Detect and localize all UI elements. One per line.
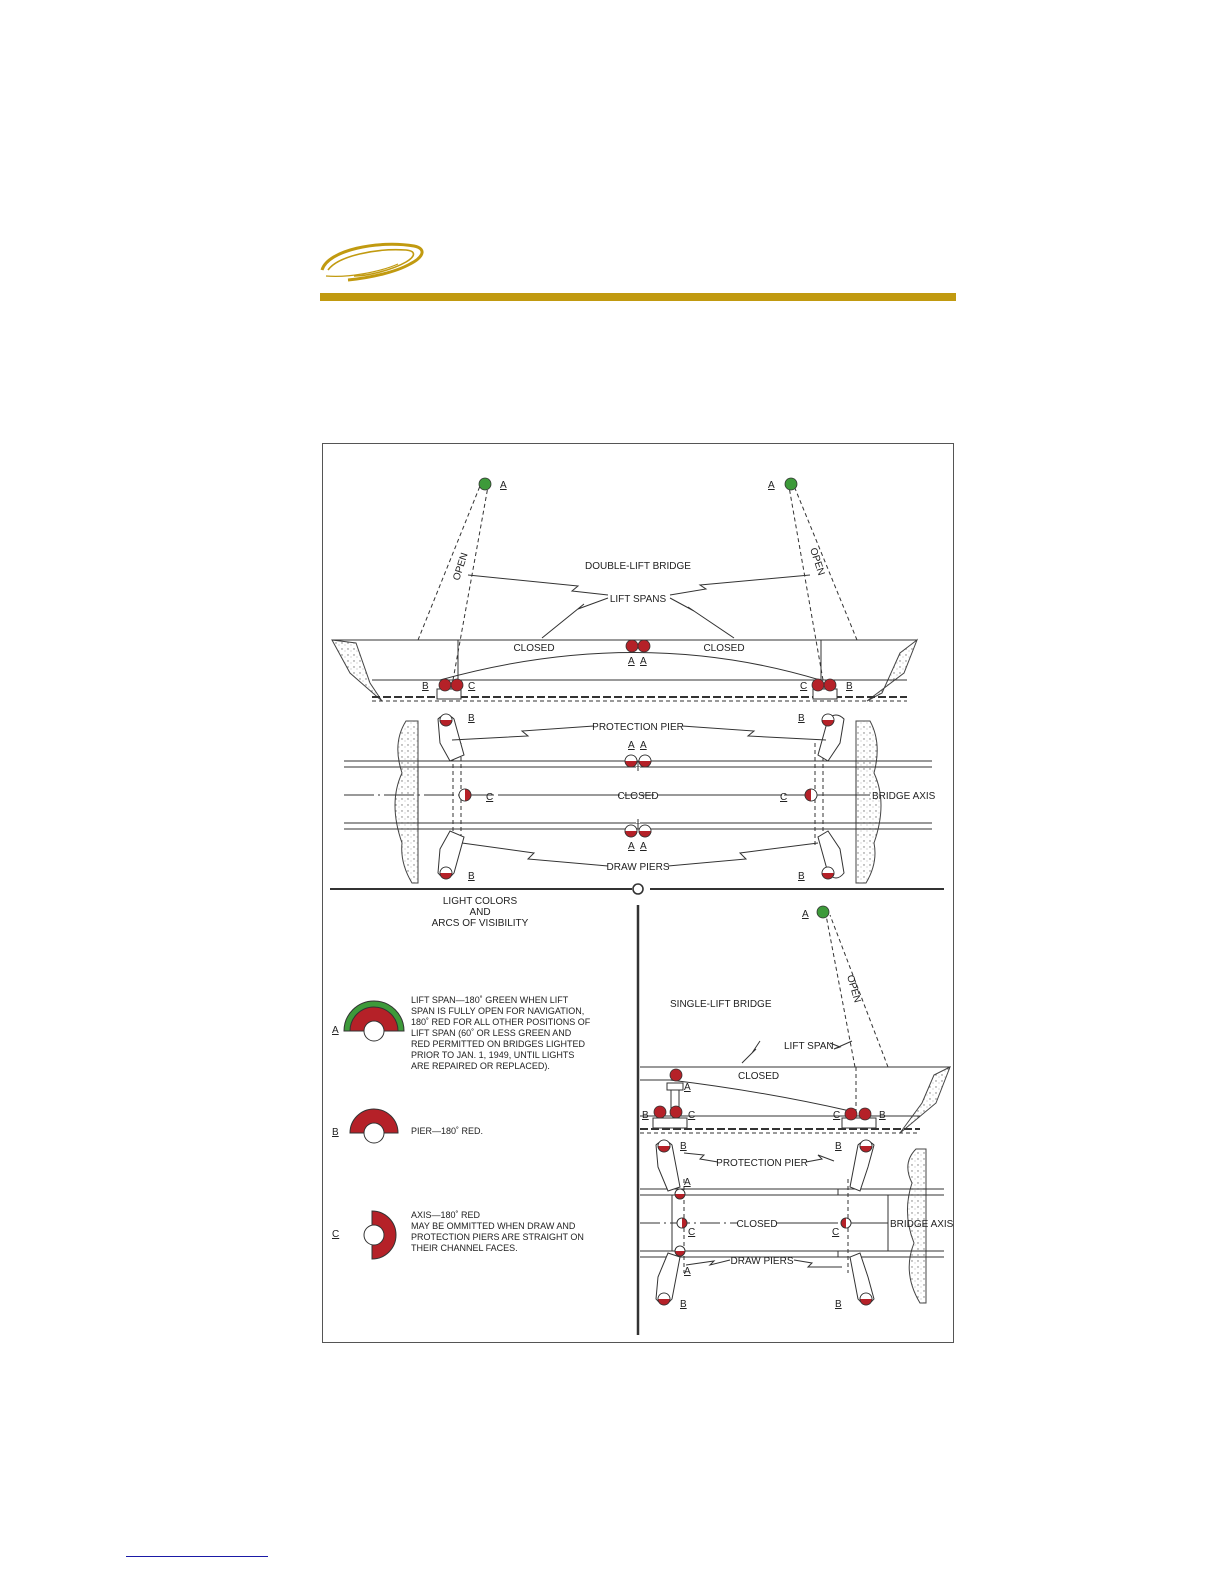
label-c: C	[780, 792, 788, 803]
closed-label: CLOSED	[736, 1219, 778, 1230]
half-red-light	[625, 755, 637, 767]
half-red-light	[639, 755, 651, 767]
label-c: C	[468, 681, 476, 692]
label-a: A	[640, 740, 647, 751]
half-red-light	[459, 789, 471, 801]
red-half-light	[675, 1251, 685, 1256]
half-red-light	[805, 789, 817, 801]
half-red-light	[675, 1246, 685, 1256]
half-red-light	[860, 1293, 872, 1305]
label-a: A	[628, 841, 635, 852]
legend-b-letter: B	[332, 1127, 339, 1138]
label-b: B	[798, 713, 805, 724]
label-c: C	[832, 1227, 840, 1238]
draw-piers-label: DRAW PIERS	[730, 1256, 794, 1267]
red-half-light	[860, 1299, 872, 1305]
bridge-axis-label: BRIDGE AXIS	[890, 1219, 954, 1230]
label-b: B	[642, 1110, 649, 1121]
pier-light-symbol	[350, 1109, 398, 1143]
red-half-light	[465, 789, 471, 801]
label-a: A	[684, 1082, 691, 1093]
closed-label: CLOSED	[703, 643, 745, 654]
brand-logo	[318, 236, 430, 284]
label-c: C	[486, 792, 494, 803]
half-red-light	[822, 867, 834, 879]
legend-title: ARCS OF VISIBILITY	[431, 918, 529, 929]
bridge-axis-label: BRIDGE AXIS	[872, 791, 936, 802]
lift-span-label: LIFT SPAN	[784, 1041, 834, 1052]
legend-title: AND	[469, 907, 491, 918]
single-lift-title: SINGLE-LIFT BRIDGE	[670, 999, 772, 1010]
half-red-light	[860, 1140, 872, 1152]
label-b: B	[680, 1141, 687, 1152]
label-b: B	[422, 681, 429, 692]
header-rule	[320, 293, 956, 301]
red-light	[451, 679, 463, 691]
label-a: A	[684, 1177, 691, 1188]
half-red-light	[658, 1140, 670, 1152]
label-a: A	[500, 480, 507, 491]
red-half-light	[625, 761, 637, 767]
protection-pier-label: PROTECTION PIER	[716, 1158, 808, 1169]
red-light	[626, 640, 638, 652]
red-half-light	[639, 831, 651, 837]
red-half-light	[625, 831, 637, 837]
legend-c-text: AXIS—180˚ RED MAY BE OMMITTED WHEN DRAW AND PROTECTION PIERS ARE STRAIGHT ON THEIR CHANNEL FACES.	[411, 1210, 584, 1253]
label-a: A	[640, 656, 647, 667]
legend	[332, 896, 593, 1259]
label-b: B	[680, 1299, 687, 1310]
open-label: OPEN	[807, 546, 827, 577]
label-b: B	[835, 1141, 842, 1152]
half-red-light	[440, 714, 452, 726]
legend-a-letter: A	[332, 1025, 339, 1036]
red-light	[670, 1069, 682, 1081]
red-light	[845, 1108, 857, 1120]
label-a: A	[628, 740, 635, 751]
label-b: B	[846, 681, 853, 692]
red-half-light	[682, 1218, 687, 1228]
red-half-light	[440, 873, 452, 879]
axis-light-symbol	[364, 1211, 396, 1259]
closed-center-label: CLOSED	[617, 791, 659, 802]
red-light	[812, 679, 824, 691]
footer-link-underline[interactable]	[126, 1556, 268, 1557]
lift-spans-label: LIFT SPANS	[609, 594, 667, 605]
half-red-light	[625, 825, 637, 837]
half-red-light	[639, 825, 651, 837]
half-red-light	[675, 1189, 685, 1199]
open-label: OPEN	[844, 973, 863, 1005]
bridge-lights-figure	[322, 443, 954, 1343]
red-light	[859, 1108, 871, 1120]
label-a: A	[640, 841, 647, 852]
green-light	[785, 478, 797, 490]
red-half-light	[639, 761, 651, 767]
double-lift-elevation	[332, 481, 917, 701]
legend-title: LIGHT COLORS	[442, 896, 518, 907]
half-red-light	[658, 1293, 670, 1305]
label-a: A	[684, 1266, 691, 1277]
label-c: C	[688, 1227, 696, 1238]
legend-a-text: LIFT SPAN—180˚ GREEN WHEN LIFT SPAN IS FULLY OPEN FOR NAVIGATION, 180˚ RED FOR ALL OTHER POSITIONS OF LIFT SPAN (60˚ OR LESS GREEN AND RED PERMITTED ON BRIDGES LIGHTED PRIOR TO JAN. 1, 1949, UNTIL LIGHTS ARE REPAIRED OR REPLACED).	[411, 995, 591, 1071]
half-red-light	[677, 1218, 687, 1228]
red-half-light	[841, 1218, 846, 1228]
single-lift-elevation	[640, 915, 950, 1133]
label-b: B	[879, 1110, 886, 1121]
open-label: OPEN	[451, 551, 471, 582]
red-half-light	[675, 1194, 685, 1199]
label-a: A	[628, 656, 635, 667]
half-red-light	[440, 867, 452, 879]
red-half-light	[822, 873, 834, 879]
label-c: C	[800, 681, 808, 692]
label-b: B	[468, 871, 475, 882]
label-b: B	[468, 713, 475, 724]
legend-c-letter: C	[332, 1229, 340, 1240]
red-light	[439, 679, 451, 691]
red-light	[654, 1106, 666, 1118]
label-a: A	[768, 480, 775, 491]
double-lift-elevation-lights	[439, 478, 836, 691]
label-b: B	[798, 871, 805, 882]
protection-pier-label: PROTECTION PIER	[592, 722, 684, 733]
lift-span-light-symbol	[344, 1001, 404, 1041]
double-lift-title: DOUBLE-LIFT BRIDGE	[585, 561, 691, 572]
red-half-light	[658, 1299, 670, 1305]
half-red-light	[822, 714, 834, 726]
green-light	[817, 906, 829, 918]
red-half-light	[805, 789, 811, 801]
label-a: A	[802, 909, 809, 920]
draw-piers-label: DRAW PIERS	[606, 862, 670, 873]
label-c: C	[833, 1110, 841, 1121]
green-light	[479, 478, 491, 490]
red-light	[824, 679, 836, 691]
label-b: B	[835, 1299, 842, 1310]
closed-label: CLOSED	[513, 643, 555, 654]
legend-b-text: PIER—180˚ RED.	[411, 1126, 484, 1136]
label-c: C	[688, 1110, 696, 1121]
closed-label: CLOSED	[738, 1071, 780, 1082]
red-light	[670, 1106, 682, 1118]
half-red-light	[841, 1218, 851, 1228]
red-light	[638, 640, 650, 652]
